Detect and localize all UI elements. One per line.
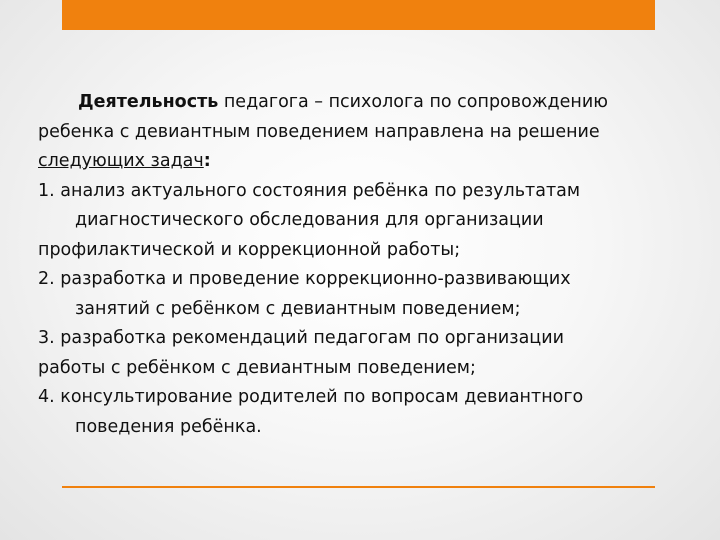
intro-colon: : (203, 151, 211, 171)
task-4-line-2: поведения ребёнка. (75, 416, 262, 437)
task-2-number: 2. (38, 269, 55, 289)
task-3-number: 3. (38, 328, 55, 348)
task-2-line-1 (38, 265, 688, 295)
slide-body (38, 88, 688, 442)
task-4-line-1 (38, 383, 688, 413)
task-3-line-2: работы с ребёнком с девиантным поведением; (38, 357, 476, 378)
task-3-line-1 (38, 324, 688, 354)
bottom-accent-line (62, 486, 655, 488)
task-1-text: анализ актуального состояния ребёнка по результатам (60, 180, 581, 201)
intro-bold-word: Деятельность (78, 92, 219, 112)
intro-paragraph (38, 88, 688, 177)
task-4-number: 4. (38, 387, 55, 407)
task-2-text: разработка и проведение коррекционно-развивающих (60, 269, 571, 289)
task-4-text: консультирование родителей по вопросам девиантного (60, 387, 584, 407)
top-accent-bar (62, 0, 655, 30)
task-1-line-3: профилактической и коррекционной работы; (38, 239, 461, 260)
task-1-line-2: диагностического обследования для организации (75, 210, 544, 230)
intro-text: педагога – психолога по сопровождению ребенка с девиантным поведением направлена на решение (38, 92, 608, 142)
task-1-line-1 (38, 177, 688, 207)
task-1-number: 1. (38, 180, 55, 201)
task-2-line-2: занятий с ребёнком с девиантным поведением; (75, 298, 521, 319)
task-3-text: разработка рекомендаций педагогам по организации (60, 328, 564, 348)
intro-underlined-text: следующих задач (38, 151, 204, 171)
